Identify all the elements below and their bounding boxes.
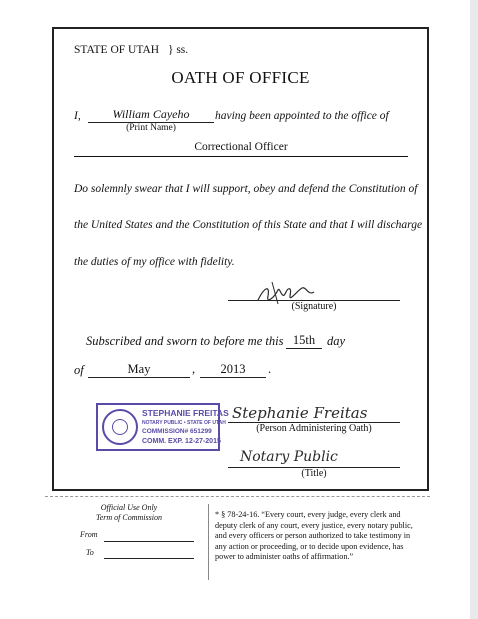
office-underline xyxy=(74,156,408,157)
stamp-name: STEPHANIE FREITAS xyxy=(142,408,229,418)
notary-stamp xyxy=(96,403,229,451)
to-underline xyxy=(104,558,194,559)
oath-line-1: Do solemnly swear that I will support, obey and defend the Constitution of xyxy=(74,183,418,195)
stamp-commission: COMMISSION# 651299 xyxy=(142,428,212,435)
administering-signature: Stephanie Freitas xyxy=(232,404,368,422)
month-underline xyxy=(88,377,190,378)
office-title: Correctional Officer xyxy=(194,141,288,153)
year-value: 2013 xyxy=(220,362,246,376)
comma: , xyxy=(192,362,196,376)
signature-label: (Signature) xyxy=(291,301,337,312)
day-word: day xyxy=(327,334,346,348)
oath-line-2: the United States and the Constitution of this State and that I will discharge xyxy=(74,219,423,231)
subscribed-text: Subscribed and sworn to before me this xyxy=(86,334,284,348)
notary-seal xyxy=(102,409,138,445)
from-label: From xyxy=(80,530,98,539)
statute-footnote-box xyxy=(208,504,425,580)
state-name: STATE OF UTAH xyxy=(74,44,160,56)
title-label: (Title) xyxy=(301,468,327,479)
official-use-line1: Official Use Only xyxy=(100,503,158,512)
print-name-label: (Print Name) xyxy=(126,123,176,133)
from-underline xyxy=(104,541,194,542)
state-heading xyxy=(74,44,188,56)
stamp-expiration: COMM. EXP. 12-27-2015 xyxy=(142,438,221,445)
intro-i: I, xyxy=(74,110,81,122)
statute-footnote: * § 78-24-16. “Every court, every judge, every clerk and deputy clerk of any court, every justice, every notary public, and every officers or person authorized to take testimony in any action or proceeding, or to decide upon evidence, has power to administer oaths of affirmation.” xyxy=(215,510,413,561)
page-edge xyxy=(470,0,478,619)
to-label: To xyxy=(86,548,94,557)
print-name-value: William Cayeho xyxy=(112,107,190,121)
day-value: 15th xyxy=(292,333,316,347)
administering-label: (Person Administering Oath) xyxy=(256,423,372,434)
period: . xyxy=(268,362,272,376)
title-signature: Notary Public xyxy=(240,449,338,465)
official-use-line2: Term of Commission xyxy=(96,513,162,522)
month-value: May xyxy=(127,362,151,376)
year-underline xyxy=(200,377,266,378)
day-underline xyxy=(286,348,322,349)
document-title: OATH OF OFFICE xyxy=(171,68,310,87)
venue-ss: } ss. xyxy=(167,44,189,56)
appointed-text: having been appointed to the office of xyxy=(215,110,389,122)
of-word: of xyxy=(74,363,84,377)
footer-divider xyxy=(45,496,430,497)
stamp-line2: NOTARY PUBLIC • STATE OF UTAH xyxy=(142,420,226,426)
oath-line-3: the duties of my office with fidelity. xyxy=(74,256,235,268)
